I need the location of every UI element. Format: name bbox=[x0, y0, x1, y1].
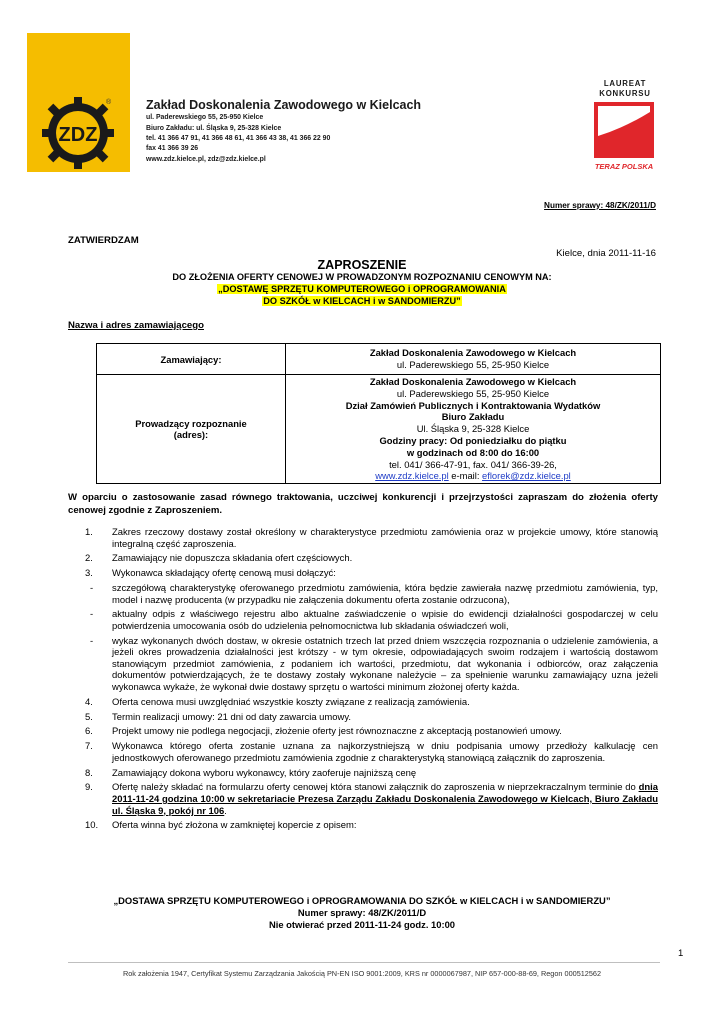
list-marker: 6. bbox=[85, 726, 93, 738]
list-item bbox=[68, 527, 658, 550]
document-subtitle: DO ZŁOŻENIA OFERTY CENOWEJ W PROWADZONYM ROZPOZNANIU CENOWYM NA: bbox=[172, 272, 552, 282]
email-link[interactable]: eflorek@zdz.kielce.pl bbox=[482, 470, 571, 482]
table-text: Zakład Doskonalenia Zawodowego w Kielcach bbox=[369, 347, 577, 359]
table-row bbox=[97, 375, 661, 484]
list-text: aktualny odpis z właściwego rejestru albo aktualne zaświadczenie o wpisie do ewidencji działalności gospodarczej w celu potwierdzenia umocowania osób do udzielenia pełnomocnictwa lub składania oświadczeń woli, bbox=[112, 609, 658, 632]
table-row bbox=[97, 344, 661, 375]
table-text: tel. 041/ 366-47-91, fax. 041/ 366-39-26, bbox=[389, 458, 557, 470]
ordering-party-table bbox=[96, 343, 661, 484]
company-office: Biuro Zakładu: ul. Śląska 9, 25-328 Kielce bbox=[146, 125, 282, 132]
teraz-polska-emblem-icon bbox=[594, 102, 654, 174]
list-marker: 10. bbox=[85, 820, 99, 832]
list-marker: 5. bbox=[85, 711, 93, 723]
page-number: 1 bbox=[678, 948, 684, 959]
list-marker: 2. bbox=[85, 553, 93, 565]
svg-text:TERAZ POLSKA: TERAZ POLSKA bbox=[594, 162, 654, 171]
list-marker: 3. bbox=[85, 568, 93, 580]
table-text: Ul. Śląska 9, 25-328 Kielce bbox=[416, 423, 530, 435]
table-label-conducting bbox=[97, 375, 286, 484]
envelope-description bbox=[0, 895, 724, 931]
laureate-subtitle: KONKURSU bbox=[599, 89, 651, 98]
company-name: Zakład Doskonalenia Zawodowego w Kielcach bbox=[146, 98, 422, 112]
list-marker: - bbox=[90, 635, 94, 647]
list-text: Oferta winna być złożona w zamkniętej kopercie z opisem: bbox=[112, 820, 357, 832]
table-text: Dział Zamówień Publicznych i Kontraktowania Wydatków bbox=[345, 399, 601, 411]
list-text: Wykonawca składający ofertę cenową musi dołączyć: bbox=[112, 568, 336, 580]
envelope-line: „DOSTAWA SPRZĘTU KOMPUTEROWEGO i OPROGRAMOWANIA DO SZKÓŁ w KIELCACH i w SANDOMIERZU” bbox=[113, 895, 611, 906]
deadline-emphasis: dnia 2011-11-24 godzina 10:00 w sekretariacie Prezesa Zarządu Zakładu Doskonalenia Zawodowego w Kielcach, Biuro Zakładu ul. Śląska 9, pokój nr 106 bbox=[112, 782, 658, 817]
place-date: Kielce, dnia 2011-11-16 bbox=[556, 248, 656, 259]
conditions-list bbox=[68, 527, 658, 835]
teraz-polska-badge bbox=[594, 102, 654, 174]
approve-label: ZATWIERDZAM bbox=[68, 235, 139, 246]
list-text: Oferta cenowa musi uwzględniać wszystkie koszty związane z realizacją zamówienia. bbox=[112, 696, 470, 708]
list-item bbox=[68, 741, 658, 764]
list-text: Zakres rzeczowy dostawy został określony w charakterystyce przedmiotu zamówienia oraz w projekcie umowy, które stanowią integralną część zaproszenia. bbox=[112, 527, 658, 550]
laureate-title: LAUREAT bbox=[603, 79, 647, 88]
email-label: e-mail: bbox=[448, 470, 483, 482]
registered-mark: ® bbox=[106, 99, 112, 106]
list-text: Ofertę należy składać na formularzu oferty cenowej która stanowi załącznik do zaproszenia w nieprzekraczalnym terminie do bbox=[112, 782, 639, 794]
intro-paragraph: W oparciu o zastosowanie zasad równego traktowania, uczciwej konkurencji i przejrzystości zapraszam do złożenia oferty cenowej zgodnie z Zaproszeniem. bbox=[68, 492, 658, 516]
table-text: Biuro Zakładu bbox=[441, 411, 505, 423]
list-item bbox=[68, 609, 658, 632]
table-value-ordering bbox=[286, 344, 661, 375]
list-item bbox=[68, 768, 658, 780]
company-address: ul. Paderewskiego 55, 25-950 Kielce bbox=[146, 114, 264, 121]
list-text: wykaz wykonanych dwóch dostaw, w okresie ostatnich trzech lat przed dniem wszczęcia rozpoznania o udzielenie zamówienia, a jeżeli okres prowadzenia działalności jest krótszy - w tym okresie, odpowiadających swoim rodzajem i wartością dostawom stanowiącym przedmiot zamówienia, z podaniem ich wartości, przedmiotu, dat wykonania i odbiorców, oraz załączenia dokumentów potwierdzających, że te dostawy zostały wykonane należycie – za spełnienie warunku zamawiający uzna jeżeli wykonawca wykaże, że wykonał dwie dostawy sprzętu o wartości minimum złożonej oferty każda. bbox=[112, 635, 658, 694]
list-item bbox=[68, 726, 658, 738]
website-link[interactable]: www.zdz.kielce.pl bbox=[375, 470, 449, 482]
list-marker: 4. bbox=[85, 696, 93, 708]
company-fax: fax 41 366 39 26 bbox=[146, 145, 199, 152]
list-item bbox=[68, 636, 658, 694]
company-phones: tel. 41 366 47 91, 41 366 48 61, 41 366 43 38, 41 366 22 90 bbox=[146, 135, 331, 142]
list-text: szczegółową charakterystykę oferowanego przedmiotu zamówienia, która będzie zawierała nazwę przedmiotu zamówienia, typ, model i nazwę producenta (w przypadku nie załączenia dokumentu oferta zostanie odrzucona), bbox=[112, 582, 658, 606]
table-text: ul. Paderewskiego 55, 25-950 Kielce bbox=[396, 359, 550, 370]
list-text: Termin realizacji umowy: 21 dni od daty zawarcia umowy. bbox=[112, 711, 351, 723]
subject-highlight-1: „DOSTAWĘ SPRZĘTU KOMPUTEROWEGO i OPROGRAMOWANIA bbox=[218, 284, 506, 294]
list-text: Wykonawca którego oferta zostanie uznana za najkorzystniejszą w dniu podpisania umowy przedłoży kalkulację cen jednostkowych oferowanego przedmiotu zamówienia zgodnie z charakterystyką stanowiącą załącznik do zaproszenia. bbox=[112, 741, 658, 764]
footer-divider bbox=[68, 962, 660, 963]
table-value-conducting bbox=[286, 375, 661, 484]
list-item bbox=[68, 712, 658, 724]
list-marker: - bbox=[90, 582, 94, 594]
list-text: . bbox=[224, 805, 227, 817]
list-marker: 1. bbox=[85, 527, 93, 538]
table-text: Zakład Doskonalenia Zawodowego w Kielcach bbox=[369, 376, 577, 387]
footer-text: Rok założenia 1947, Certyfikat Systemu Zarządzania Jakością PN-EN ISO 9001:2009, KRS nr 0000067987, NIP 657-000-88-69, Regon 000512562 bbox=[122, 969, 602, 978]
list-item bbox=[68, 820, 658, 832]
document-title: ZAPROSZENIE bbox=[317, 258, 407, 272]
table-text: Prowadzący rozpoznanie bbox=[135, 418, 247, 430]
subject-line-1 bbox=[0, 284, 724, 294]
subject-line-2 bbox=[0, 296, 724, 306]
table-label-ordering: Zamawiający: bbox=[97, 344, 286, 375]
case-number: Numer sprawy: 48/ZK/2011/D bbox=[544, 201, 656, 210]
list-item bbox=[68, 568, 658, 580]
envelope-do-not-open: Nie otwierać przed 2011-11-24 godz. 10:00 bbox=[268, 919, 456, 930]
list-item bbox=[68, 583, 658, 606]
list-item bbox=[68, 553, 658, 565]
list-text: Zamawiający nie dopuszcza składania ofert częściowych. bbox=[112, 553, 353, 565]
section-heading: Nazwa i adres zamawiającego bbox=[68, 320, 204, 331]
table-text: Godziny pracy: Od poniedziałku do piątku bbox=[379, 434, 567, 446]
list-text: Zamawiający dokona wyboru wykonawcy, który zaoferuje najniższą cenę bbox=[112, 767, 417, 779]
list-marker: - bbox=[90, 609, 94, 621]
table-text: ul. Paderewskiego 55, 25-950 Kielce bbox=[396, 387, 550, 399]
list-marker: 7. bbox=[85, 741, 93, 753]
company-web: www.zdz.kielce.pl, zdz@zdz.kielce.pl bbox=[146, 156, 266, 163]
company-logo bbox=[27, 33, 130, 172]
table-text: (adres): bbox=[173, 429, 209, 441]
list-text: Projekt umowy nie podlega negocjacji, złożenie oferty jest równoznaczne z akceptacją postanowień umowy. bbox=[112, 726, 562, 738]
list-marker: 8. bbox=[85, 767, 93, 779]
svg-text:ZDZ: ZDZ bbox=[58, 124, 98, 146]
subject-highlight-2: DO SZKÓŁ w KIELCACH i w SANDOMIERZU” bbox=[263, 296, 461, 306]
list-item bbox=[68, 697, 658, 709]
list-item bbox=[68, 782, 658, 817]
contact-links bbox=[290, 470, 656, 482]
table-text: w godzinach od 8:00 do 16:00 bbox=[406, 446, 540, 458]
list-marker: 9. bbox=[85, 782, 93, 794]
envelope-case-number: Numer sprawy: 48/ZK/2011/D bbox=[297, 907, 427, 918]
